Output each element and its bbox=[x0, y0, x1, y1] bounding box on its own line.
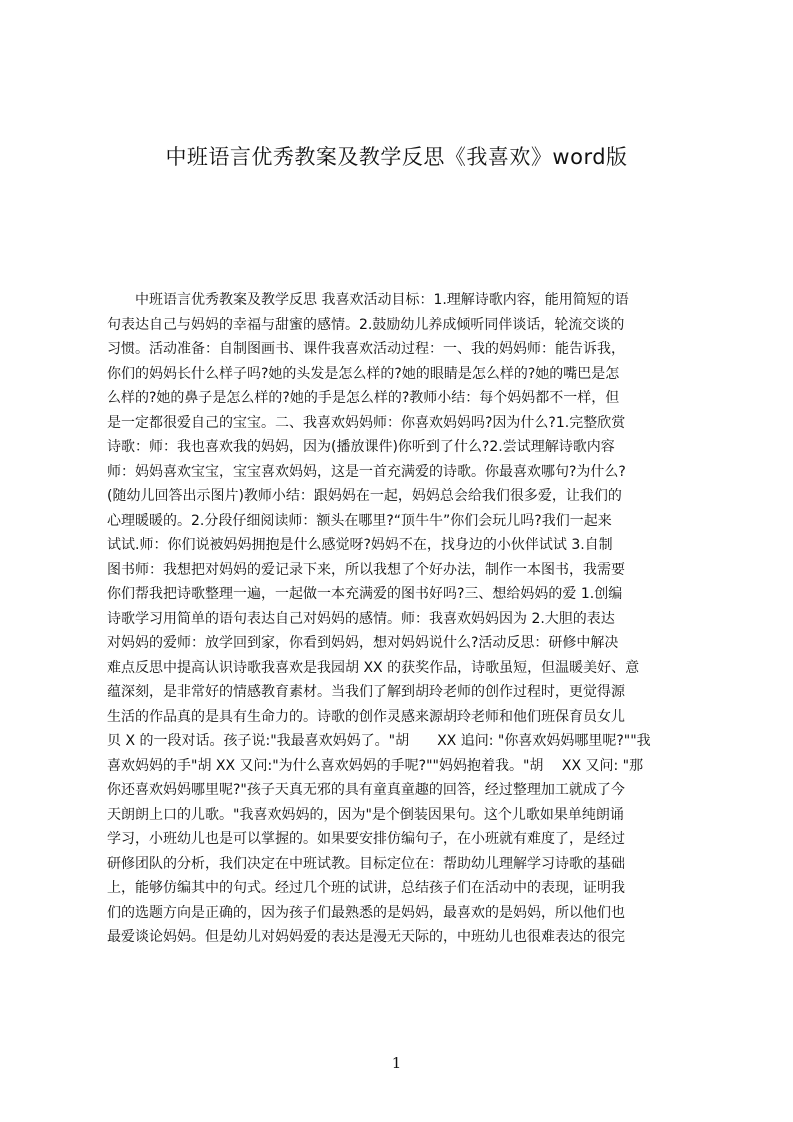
body-line: 诗歌学习用简单的语句表达自己对妈妈的感情。师：我喜欢妈妈因为 2.大胆的表达 bbox=[107, 610, 615, 627]
body-line: 你们的妈妈长什么样子吗?她的头发是怎么样的?她的眼睛是怎么样的?她的嘴巴是怎 bbox=[107, 365, 620, 382]
body-line: 诗歌：师：我也喜欢我的妈妈，因为(播放课件)你听到了什么?2.尝试理解诗歌内容 bbox=[107, 439, 615, 455]
body-line: 研修团队的分析，我们决定在中班试教。目标定位在：帮助幼儿理解学习诗歌的基础 bbox=[107, 855, 625, 872]
body-line: 天朗朗上口的儿歌。"我喜欢妈妈的，因为"是个倒装因果句。这个儿歌如果单纯朗诵 bbox=[107, 806, 624, 823]
page-number: 1 bbox=[391, 1054, 402, 1072]
body-line: 中班语言优秀教案及教学反思 我喜欢活动目标：1.理解诗歌内容，能用简短的语 bbox=[107, 292, 629, 308]
body-line: 你还喜欢妈妈哪里呢?"孩子天真无邪的具有童真童趣的回答，经过整理加工就成了今 bbox=[107, 782, 625, 798]
body-line: 生活的作品真的是具有生命力的。诗歌的创作灵感来源胡玲老师和他们班保育员女儿 bbox=[107, 708, 625, 725]
body-line: (随幼儿回答出示图片)教师小结：跟妈妈在一起，妈妈总会给我们很多爱，让我们的 bbox=[107, 488, 622, 504]
body-line: 难点反思中提高认识诗歌我喜欢是我园胡 XX 的获奖作品，诗歌虽短，但温暖美好、意 bbox=[107, 659, 640, 676]
body-line: 上，能够仿编其中的句式。经过几个班的试讲，总结孩子们在活动中的表现，证明我 bbox=[107, 880, 625, 896]
body-line: 试试.师：你们说被妈妈拥抱是什么感觉呀?妈妈不在，找身边的小伙伴试试 3.自制 bbox=[107, 537, 613, 553]
body-line: 最爱谈论妈妈。但是幼儿对妈妈爱的表达是漫无天际的，中班幼儿也很难表达的很完 bbox=[107, 929, 625, 945]
body-line: 们的选题方向是正确的，因为孩子们最熟悉的是妈妈，最喜欢的是妈妈，所以他们也 bbox=[107, 904, 625, 921]
document-title: 中班语言优秀教案及教学反思《我喜欢》word版 bbox=[165, 145, 628, 169]
body-line: 句表达自己与妈妈的幸福与甜蜜的感情。2.鼓励幼儿养成倾听同伴谈话，轮流交谈的 bbox=[107, 316, 625, 333]
body-line: 图书师：我想把对妈妈的爱记录下来，所以我想了个好办法，制作一本图书，我需要 bbox=[107, 561, 625, 578]
body-line: 你们帮我把诗歌整理一遍，一起做一本充满爱的图书好吗?三、想给妈妈的爱 1.创编 bbox=[107, 586, 623, 602]
body-line: 对妈妈的爱师：放学回到家，你看到妈妈，想对妈妈说什么?活动反思：研修中解决 bbox=[107, 635, 619, 651]
body-line: 是一定都很爱自己的宝宝。二、我喜欢妈妈师：你喜欢妈妈吗?因为什么?1.完整欣赏 bbox=[107, 414, 626, 431]
body-line: 心理暖暖的。2.分段仔细阅读师：额头在哪里?“顶牛牛”你们会玩儿吗?我们一起来 bbox=[107, 512, 612, 529]
body-line: 习惯。活动准备：自制图画书、课件我喜欢活动过程：一、我的妈妈师：能告诉我， bbox=[107, 341, 625, 357]
body-line: 么样的?她的鼻子是怎么样的?她的手是怎么样的?教师小结：每个妈妈都不一样，但 bbox=[107, 390, 620, 406]
body-line: 贝 X 的一段对话。孩子说:"我最喜欢妈妈了。"胡 XX 追问: "你喜欢妈妈哪里呢?""我 bbox=[107, 733, 651, 749]
document-body bbox=[107, 288, 699, 1036]
body-line: 学习，小班幼儿也是可以掌握的。如果要安排仿编句子，在小班就有难度了，是经过 bbox=[107, 831, 625, 847]
body-line: 师：妈妈喜欢宝宝，宝宝喜欢妈妈，这是一首充满爱的诗歌。你最喜欢哪句?为什么? bbox=[107, 463, 626, 480]
body-line: 喜欢妈妈的手"胡 XX 又问:"为什么喜欢妈妈的手呢?""妈妈抱着我。"胡 XX 又问: "那 bbox=[107, 757, 644, 774]
body-line: 蕴深刻，是非常好的情感教育素材。当我们了解到胡玲老师的创作过程时，更觉得源 bbox=[107, 684, 625, 700]
